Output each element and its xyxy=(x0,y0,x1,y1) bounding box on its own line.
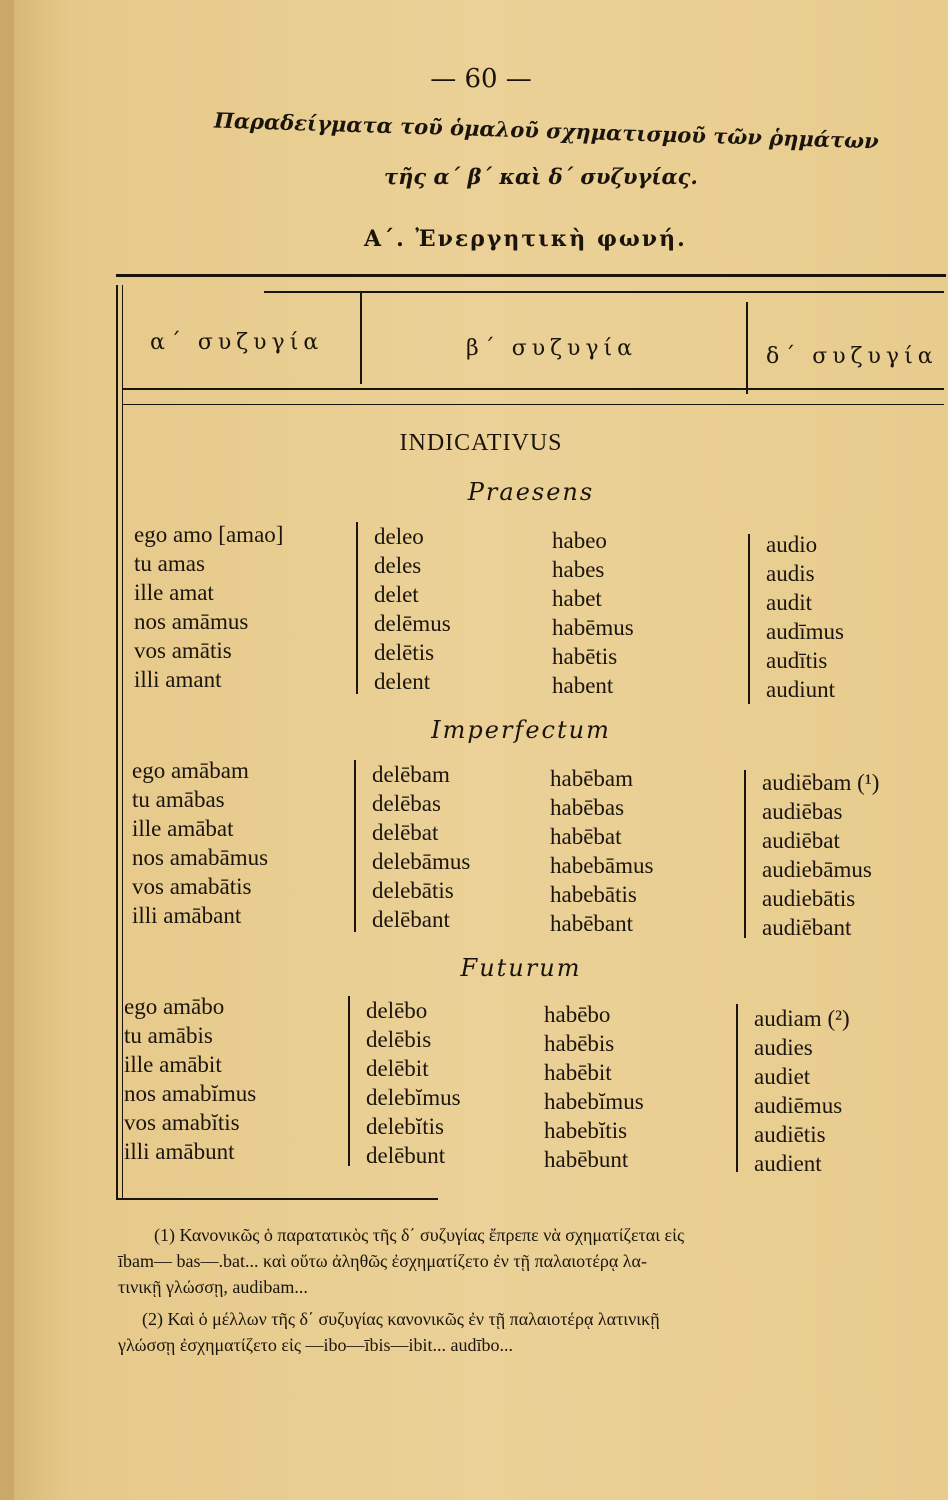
column-divider xyxy=(748,534,750,704)
column-header-d: δ΄ συζυγία xyxy=(766,344,938,369)
verb-form: audiam (²) xyxy=(754,1006,850,1031)
verb-form: habēmus xyxy=(552,615,634,640)
header-divider-1 xyxy=(360,292,362,384)
verb-form: tu amābis xyxy=(124,1023,213,1048)
verb-form: audiēbas xyxy=(762,799,843,824)
conjugation-column-b1 xyxy=(372,760,470,934)
verb-form: audiunt xyxy=(766,677,835,702)
header-divider-2 xyxy=(746,302,748,394)
verb-form: delebĭtis xyxy=(366,1114,444,1139)
table-top-rule-2 xyxy=(264,291,944,293)
verb-form: habēbit xyxy=(544,1060,612,1085)
page-title-line1: Παραδείγματα τοῦ ὁμαλοῦ σχηματισμοῦ τῶν ῥημάτων xyxy=(213,107,880,154)
verb-form: audiēbant xyxy=(762,915,852,940)
verb-form: audies xyxy=(754,1035,813,1060)
verb-form: habes xyxy=(552,557,605,582)
book-page xyxy=(14,0,948,1500)
verb-form: ille amābit xyxy=(124,1052,222,1077)
verb-form: audio xyxy=(766,532,818,557)
header-bottom-rule xyxy=(122,388,944,390)
verb-form: delēbo xyxy=(366,998,428,1023)
verb-form: deleo xyxy=(374,524,424,549)
verb-form: delēbis xyxy=(366,1027,432,1052)
tense-heading: Imperfectum xyxy=(431,716,611,744)
verb-form: delēbant xyxy=(372,907,450,932)
verb-form: tu amābas xyxy=(132,787,225,812)
verb-form: habeo xyxy=(552,528,607,553)
verb-form: vos amātis xyxy=(134,638,232,663)
verb-form: delēbas xyxy=(372,791,441,816)
verb-form: delētis xyxy=(374,640,435,665)
conjugation-column-d xyxy=(754,1004,850,1178)
footnote-line: ībam— bas—.bat... καὶ οὕτω ἀληθῶς ἐσχηματίζετο ἐν τῇ παλαιοτέρᾳ λα- xyxy=(118,1251,647,1271)
verb-form: delent xyxy=(374,669,431,694)
conjugation-column-a xyxy=(134,520,283,694)
tense-heading: Futurum xyxy=(460,954,582,982)
conjugation-column-b1 xyxy=(366,996,461,1170)
page-number: — 60 — xyxy=(430,64,532,94)
verb-form: audit xyxy=(766,590,812,615)
verb-form: audiētis xyxy=(754,1122,826,1147)
verb-form: ille amābat xyxy=(132,816,234,841)
verb-form: delēbat xyxy=(372,820,439,845)
verb-form: habēbunt xyxy=(544,1147,629,1172)
column-divider xyxy=(736,1004,738,1172)
conjugation-column-a xyxy=(132,756,268,930)
verb-form: audiebātis xyxy=(762,886,856,911)
verb-form: ego amo [amao] xyxy=(134,522,284,547)
verb-form: audiēmus xyxy=(754,1093,843,1118)
verb-form: audiet xyxy=(754,1064,811,1089)
verb-form: audis xyxy=(766,561,815,586)
verb-form: habēbant xyxy=(550,911,634,936)
verb-form: delēbit xyxy=(366,1056,429,1081)
verb-form: habebāmus xyxy=(550,853,654,878)
verb-form: delebāmus xyxy=(372,849,471,874)
section-heading: Α΄. Ἐνεργητικὴ φωνή. xyxy=(364,226,687,252)
verb-form: ego amābo xyxy=(124,994,225,1019)
verb-form: nos amāmus xyxy=(134,609,249,634)
header-bottom-rule-2 xyxy=(122,404,944,405)
verb-form: delēmus xyxy=(374,611,451,636)
conjugation-column-b2 xyxy=(544,1000,644,1174)
column-header-a: α΄ συζυγία xyxy=(150,330,324,355)
verb-form: habēbam xyxy=(550,766,634,791)
verb-form: habētis xyxy=(552,644,618,669)
tense-heading: Praesens xyxy=(467,478,595,506)
verb-form: audītis xyxy=(766,648,828,673)
conjugation-column-b2 xyxy=(552,526,634,700)
column-divider xyxy=(348,996,350,1166)
conjugation-column-b2 xyxy=(550,764,653,938)
mood-heading: INDICATIVUS xyxy=(399,430,563,456)
verb-form: habent xyxy=(552,673,614,698)
column-divider xyxy=(744,770,746,938)
column-divider xyxy=(356,522,358,694)
column-divider xyxy=(354,760,356,932)
conjugation-column-b1 xyxy=(374,522,451,696)
footnote-line: (2) Καὶ ὁ μέλλων τῆς δ΄ συζυγίας κανονικῶς ἐν τῇ παλαιοτέρᾳ λατινικῇ xyxy=(142,1309,660,1329)
verb-form: delebātis xyxy=(372,878,454,903)
verb-form: illi amābant xyxy=(132,903,242,928)
verb-form: vos amabĭtis xyxy=(124,1110,240,1135)
footnote-line: (1) Κανονικῶς ὁ παρατατικὸς τῆς δ΄ συζυγίας ἔπρεπε νὰ σχηματίζεται εἰς xyxy=(154,1225,685,1245)
verb-form: audient xyxy=(754,1151,822,1176)
verb-form: illi amābunt xyxy=(124,1139,235,1164)
column-header-b: β΄ συζυγία xyxy=(466,336,638,361)
verb-form: audiēbat xyxy=(762,828,840,853)
verb-form: habebĭtis xyxy=(544,1118,628,1143)
footnote-line: τινικῇ γλώσσῃ, audibam... xyxy=(118,1277,308,1297)
verb-form: habēbas xyxy=(550,795,625,820)
verb-form: delēbam xyxy=(372,762,450,787)
verb-form: tu amas xyxy=(134,551,205,576)
verb-form: habēbat xyxy=(550,824,622,849)
conjugation-column-d xyxy=(766,530,844,704)
verb-form: habebĭmus xyxy=(544,1089,644,1114)
conjugation-column-a xyxy=(124,992,256,1166)
footnote-2 xyxy=(118,1306,928,1358)
verb-form: audīmus xyxy=(766,619,844,644)
verb-form: ille amat xyxy=(134,580,214,605)
verb-form: illi amant xyxy=(134,667,222,692)
verb-form: vos amabātis xyxy=(132,874,252,899)
verb-form: audiebāmus xyxy=(762,857,872,882)
footnote-line: γλώσσῃ ἐσχηματίζετο εἰς —ibo—ībis—ibit... audībo... xyxy=(118,1335,513,1355)
verb-form: ego amābam xyxy=(132,758,249,783)
footnote-1 xyxy=(118,1222,928,1300)
verb-form: audiēbam (¹) xyxy=(762,770,880,795)
page-title-line2: τῆς α΄ β΄ καὶ δ΄ συζυγίας. xyxy=(384,164,698,189)
table-top-rule xyxy=(116,274,946,277)
verb-form: habebātis xyxy=(550,882,637,907)
verb-form: delebĭmus xyxy=(366,1085,461,1110)
verb-form: delēbunt xyxy=(366,1143,446,1168)
table-bottom-rule xyxy=(116,1198,438,1200)
verb-form: habēbis xyxy=(544,1031,615,1056)
conjugation-column-d xyxy=(762,768,879,942)
verb-form: habēbo xyxy=(544,1002,611,1027)
verb-form: habet xyxy=(552,586,602,611)
verb-form: nos amabāmus xyxy=(132,845,269,870)
verb-form: nos amabĭmus xyxy=(124,1081,257,1106)
verb-form: deles xyxy=(374,553,422,578)
verb-form: delet xyxy=(374,582,419,607)
